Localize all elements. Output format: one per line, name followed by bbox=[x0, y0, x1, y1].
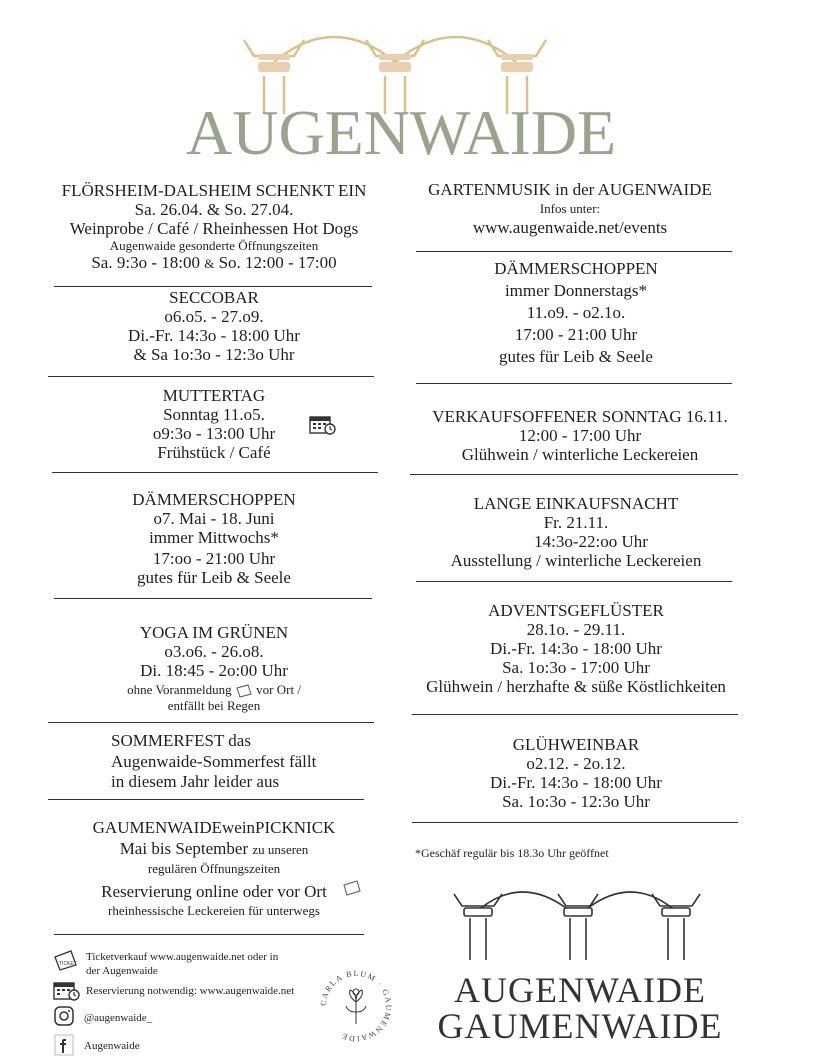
event-line: Fr. 21.11. bbox=[543, 513, 609, 532]
divider bbox=[412, 822, 738, 823]
divider bbox=[54, 934, 364, 935]
event-daemmerschoppen-left bbox=[30, 490, 398, 587]
event-line: Glühwein / winterliche Leckereien bbox=[461, 445, 699, 464]
event-daemmerschoppen-right bbox=[406, 259, 746, 366]
event-line: 17:00 - 21:00 Uhr bbox=[514, 325, 638, 344]
event-line: immer Mittwochs* bbox=[149, 528, 279, 547]
divider bbox=[54, 286, 372, 287]
calendar-reservation-icon bbox=[309, 414, 337, 436]
divider bbox=[410, 474, 738, 475]
event-title: ADVENTSGEFLÜSTER bbox=[488, 601, 664, 620]
event-line: o7. Mai - 18. Juni bbox=[153, 509, 275, 528]
event-note: Augenwaide gesonderte Öffnungszeiten bbox=[109, 238, 319, 253]
event-title: GAUMENWAIDEweinPICKNICK bbox=[92, 818, 336, 837]
footer-arches-logo-icon bbox=[446, 878, 708, 962]
event-line: 14:3o-22:oo Uhr bbox=[534, 532, 648, 551]
event-line: Frühstück / Café bbox=[157, 443, 271, 462]
event-floersheim bbox=[30, 181, 398, 272]
event-line: Di. 18:45 - 2o:00 Uhr bbox=[140, 661, 288, 680]
event-einkaufsnacht bbox=[406, 494, 746, 570]
event-line: Sa. 1o:3o - 12:3o Uhr bbox=[502, 792, 650, 811]
event-line: SOMMERFEST das bbox=[111, 731, 251, 750]
event-adventsgefluester bbox=[406, 601, 746, 696]
divider bbox=[416, 581, 732, 582]
event-line: 11.o9. - o2.1o. bbox=[526, 303, 626, 322]
event-line: entfällt bei Regen bbox=[167, 698, 261, 714]
legend-instagram bbox=[52, 1004, 322, 1030]
event-title: LANGE EINKAUFSNACHT bbox=[473, 494, 679, 513]
event-muttertag bbox=[30, 386, 398, 462]
event-line: o3.o6. - 26.o8. bbox=[164, 642, 264, 661]
event-line: Reservierung online oder vor Ort bbox=[101, 882, 327, 901]
event-line: immer Donnerstags* bbox=[504, 281, 648, 300]
footer-line1: AUGENWAIDE bbox=[454, 970, 706, 1010]
divider bbox=[48, 376, 374, 377]
divider bbox=[416, 383, 732, 384]
event-line: o9:3o - 13:00 Uhr bbox=[152, 424, 276, 443]
event-seccobar bbox=[30, 288, 398, 364]
event-line: regulären Öffnungszeiten bbox=[147, 861, 281, 876]
event-title: GLÜHWEINBAR bbox=[512, 735, 640, 754]
calendar-reservation-icon bbox=[53, 980, 81, 1002]
event-dates: Sa. 26.04. & So. 27.04. bbox=[134, 200, 294, 219]
event-title: SECCOBAR bbox=[169, 288, 259, 307]
event-line: Sonntag 11.o5. bbox=[163, 405, 265, 424]
event-gluehweinbar bbox=[406, 735, 746, 811]
divider bbox=[52, 472, 378, 473]
carla-blum-seal-icon bbox=[318, 968, 394, 1044]
svg-text:CARLA BLUM · GAUMENWAIDE: CARLA BLUM · GAUMENWAIDE bbox=[318, 968, 394, 1044]
event-title: GARTENMUSIK in der AUGENWAIDE bbox=[428, 180, 712, 199]
event-line: Di.-Fr. 14:3o - 18:00 Uhr bbox=[128, 326, 300, 345]
divider bbox=[416, 251, 732, 252]
facebook-icon[interactable] bbox=[54, 1034, 74, 1056]
event-yoga bbox=[30, 623, 398, 713]
legend-facebook bbox=[52, 1030, 322, 1056]
event-line: gutes für Leib & Seele bbox=[499, 347, 653, 366]
event-line: Sa. 1o:3o - 17:00 Uhr bbox=[502, 658, 650, 677]
event-line: & Sa 1o:3o - 12:3o Uhr bbox=[133, 345, 295, 364]
event-line: Ausstellung / winterliche Leckereien bbox=[450, 551, 702, 570]
event-dates: o6.o5. - 27.o9. bbox=[164, 307, 264, 326]
divider bbox=[54, 598, 372, 599]
event-line: ohne Voranmeldung vor Ort / bbox=[127, 682, 301, 697]
event-desc: Weinprobe / Café / Rheinhessen Hot Dogs bbox=[69, 219, 359, 238]
event-hours: Sa. 9:3o - 18:00 & So. 12:00 - 17:00 bbox=[91, 253, 337, 272]
legend-ticket bbox=[52, 948, 322, 980]
instagram-icon[interactable] bbox=[54, 1006, 74, 1026]
footer-wordmark bbox=[410, 972, 750, 1044]
legend-reserve bbox=[52, 980, 322, 1004]
event-line: Mai bis September zu unseren bbox=[119, 839, 309, 858]
event-sommerfest bbox=[111, 731, 391, 793]
event-link[interactable]: www.augenwaide.net/events bbox=[472, 218, 668, 237]
event-title: YOGA IM GRÜNEN bbox=[139, 623, 289, 642]
event-line: Glühwein / herzhafte & süße Köstlichkeiten bbox=[426, 677, 726, 696]
event-line: gutes für Leib & Seele bbox=[137, 568, 291, 587]
event-line: Di.-Fr. 14:3o - 18:00 Uhr bbox=[490, 639, 662, 658]
ticket-icon bbox=[235, 684, 253, 698]
legend-text: der Augenwaide bbox=[86, 965, 158, 977]
instagram-handle[interactable]: @augenwaide_ bbox=[84, 1012, 153, 1024]
event-line: 28.1o. - 29.11. bbox=[526, 620, 626, 639]
legend-text: Reservierung notwendig: www.augenwaide.net bbox=[86, 985, 295, 997]
event-title: DÄMMERSCHOPPEN bbox=[494, 259, 658, 278]
legend-text: Ticketverkauf www.augenwaide.net oder in bbox=[86, 951, 279, 963]
footer-line2: GAUMENWAIDE bbox=[437, 1006, 723, 1046]
event-line: 12:00 - 17:00 Uhr bbox=[518, 426, 642, 445]
event-line: in diesem Jahr leider aus bbox=[111, 772, 280, 791]
svg-text:TICKET: TICKET bbox=[59, 961, 77, 967]
event-gartenmusik bbox=[400, 180, 740, 237]
event-line: Augenwaide-Sommerfest fällt bbox=[111, 751, 317, 771]
divider bbox=[48, 722, 374, 723]
event-title: MUTTERTAG bbox=[162, 386, 266, 405]
event-title: FLÖRSHEIM-DALSHEIM SCHENKT EIN bbox=[61, 181, 367, 200]
event-title: VERKAUFSOFFENER SONNTAG 16.11. bbox=[432, 407, 728, 426]
brand-title: AUGENWAIDE bbox=[186, 97, 617, 168]
event-line: o2.12. - 2o.12. bbox=[526, 754, 626, 773]
legend bbox=[52, 948, 322, 1056]
event-line: 17:oo - 21:00 Uhr bbox=[152, 549, 276, 568]
event-title: DÄMMERSCHOPPEN bbox=[132, 490, 296, 509]
event-line: rheinhessische Leckereien für unterwegs bbox=[108, 903, 320, 918]
footnote: *Geschäf regulär bis 18.3o Uhr geöffnet bbox=[415, 846, 609, 860]
event-verkaufsoffen bbox=[410, 407, 750, 464]
divider bbox=[412, 714, 738, 715]
ticket-icon bbox=[52, 948, 78, 972]
event-line: Di.-Fr. 14:3o - 18:00 Uhr bbox=[490, 773, 662, 792]
facebook-handle[interactable]: Augenwaide bbox=[84, 1040, 140, 1052]
divider bbox=[48, 799, 364, 800]
ticket-icon bbox=[342, 880, 362, 896]
event-line: Infos unter: bbox=[539, 201, 601, 216]
event-picknick bbox=[30, 818, 398, 918]
